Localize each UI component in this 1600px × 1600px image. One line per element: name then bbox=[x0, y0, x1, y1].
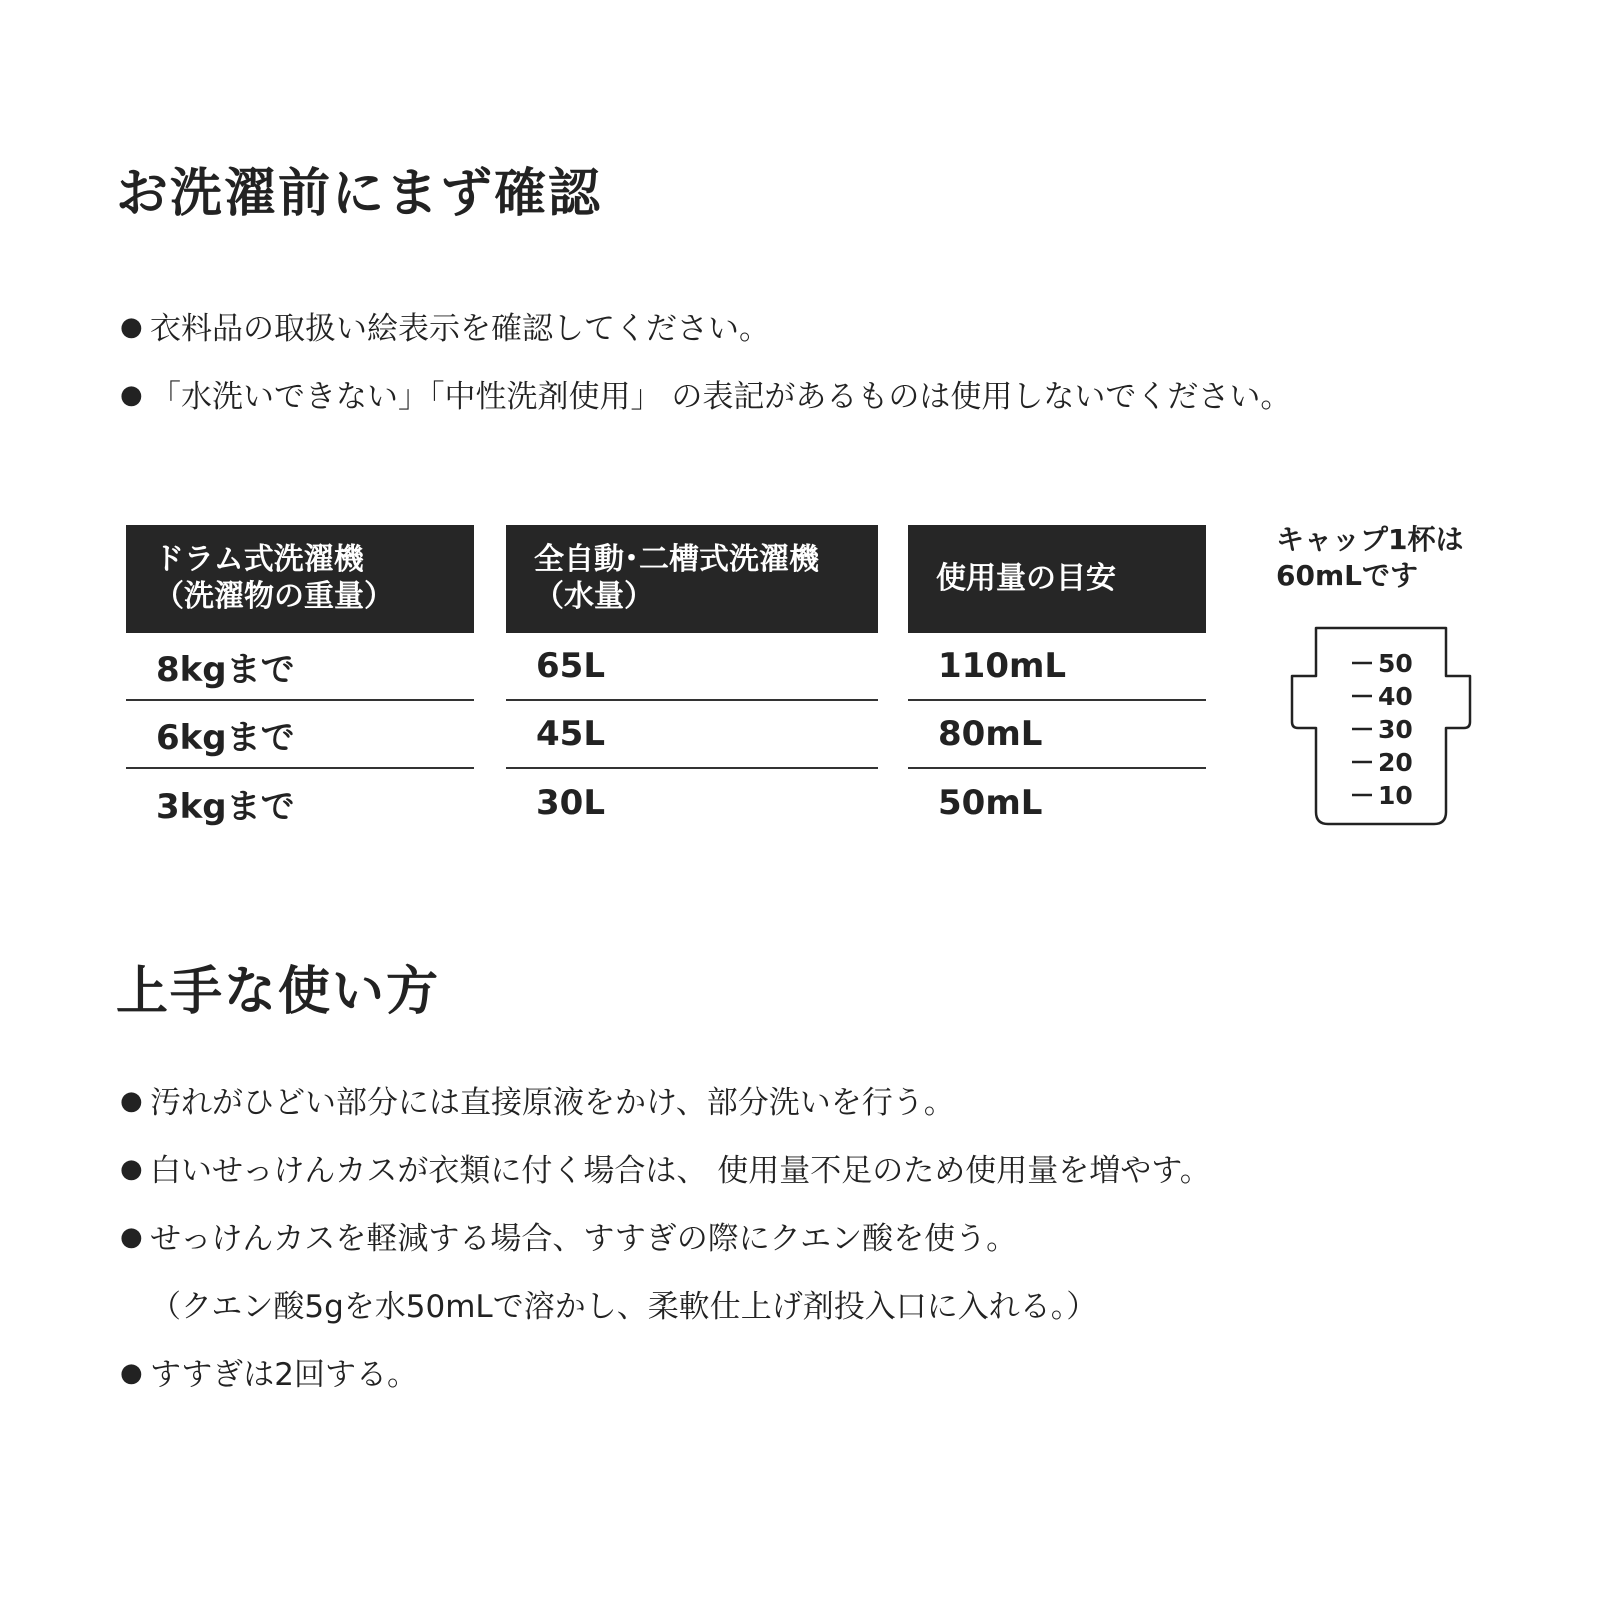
precheck-heading: お洗濯前にまず確認 bbox=[116, 164, 603, 224]
cap-scale bbox=[1352, 649, 1413, 810]
bullet-icon: ● bbox=[120, 380, 143, 410]
table-header-auto bbox=[506, 525, 878, 633]
list-item bbox=[120, 312, 1291, 380]
list-item-text: 衣料品の取扱い絵表示を確認してください。 bbox=[150, 311, 770, 347]
table-column-amount bbox=[908, 525, 1206, 837]
usage-list bbox=[120, 1086, 1211, 1426]
bullet-icon: ● bbox=[120, 1086, 143, 1116]
table-cell: 65L bbox=[506, 633, 878, 701]
table-cell: 8kgまで bbox=[126, 633, 474, 701]
bullet-icon: ● bbox=[120, 1222, 143, 1252]
scale-label: 50 bbox=[1378, 649, 1413, 678]
list-item-text: すすぎは2回する。 bbox=[150, 1357, 419, 1393]
bullet-icon: ● bbox=[120, 312, 143, 342]
precheck-list bbox=[120, 312, 1291, 448]
table-column-drum bbox=[126, 525, 474, 837]
usage-heading: 上手な使い方 bbox=[116, 962, 441, 1022]
table-cell: 50mL bbox=[938, 783, 1043, 823]
table-column-auto bbox=[506, 525, 878, 837]
table-cell: 45L bbox=[506, 701, 878, 769]
cap-caption bbox=[1276, 522, 1463, 595]
header-line: （水量） bbox=[534, 579, 654, 614]
cap-caption-line: 60mLです bbox=[1276, 559, 1418, 593]
table-cell: 110mL bbox=[908, 633, 1206, 701]
table-header-amount bbox=[908, 525, 1206, 633]
table-cell: 30L bbox=[536, 783, 605, 823]
scale-label: 10 bbox=[1378, 781, 1413, 810]
header-line: （洗濯物の重量） bbox=[154, 579, 394, 614]
scale-label: 30 bbox=[1378, 715, 1413, 744]
list-item bbox=[120, 1086, 1211, 1154]
list-item-text: 白いせっけんカスが衣類に付く場合は、 使用量不足のため使用量を増やす。 bbox=[150, 1153, 1211, 1189]
note-text: （クエン酸5gを水50mLで溶かし、柔軟仕上げ剤投入口に入れる。） bbox=[150, 1289, 1098, 1325]
list-item-text: せっけんカスを軽減する場合、すすぎの際にクエン酸を使う。 bbox=[150, 1221, 1018, 1257]
list-item bbox=[120, 1358, 1211, 1426]
list-item bbox=[120, 1222, 1211, 1290]
header-line: 使用量の目安 bbox=[936, 560, 1116, 596]
scale-label: 40 bbox=[1378, 682, 1413, 711]
list-item-note bbox=[120, 1290, 1211, 1358]
table-header-drum bbox=[126, 525, 474, 633]
bullet-icon: ● bbox=[120, 1154, 143, 1184]
measuring-cap-icon bbox=[1280, 622, 1480, 828]
header-line: ドラム式洗濯機 bbox=[154, 542, 364, 578]
table-cell: 3kgまで bbox=[156, 786, 295, 827]
list-item bbox=[120, 1154, 1211, 1222]
bullet-icon: ● bbox=[120, 1358, 143, 1388]
table-cell: 80mL bbox=[908, 701, 1206, 769]
list-item-text: 汚れがひどい部分には直接原液をかけ、部分洗いを行う。 bbox=[150, 1085, 955, 1121]
cap-caption-line: キャップ1杯は bbox=[1276, 523, 1464, 556]
list-item bbox=[120, 380, 1291, 448]
header-line: 全自動･二槽式洗濯機 bbox=[534, 542, 819, 578]
scale-label: 20 bbox=[1378, 748, 1413, 777]
list-item-text: 「水洗いできない」「中性洗剤使用」 の表記があるものは使用しないでください。 bbox=[150, 379, 1292, 415]
table-cell: 6kgまで bbox=[126, 701, 474, 769]
